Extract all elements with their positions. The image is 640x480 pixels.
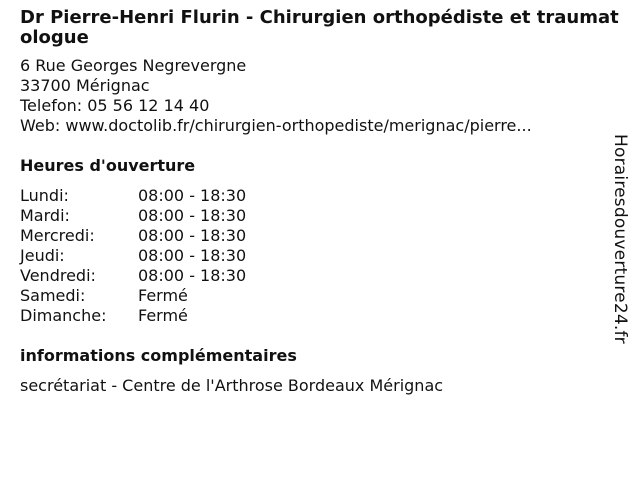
city-address: 33700 Mérignac	[20, 76, 150, 95]
time-value: 08:00 - 18:30	[138, 246, 247, 265]
address-block	[20, 56, 610, 136]
time-value: 08:00 - 18:30	[138, 226, 247, 245]
time-value: 08:00 - 18:30	[138, 186, 247, 205]
day-label: Vendredi:	[20, 266, 96, 285]
hours-heading: Heures d'ouverture	[20, 156, 196, 175]
time-value: 08:00 - 18:30	[138, 206, 247, 225]
hours-table	[20, 186, 610, 326]
site-watermark: Horairesdouverture24.fr	[610, 134, 630, 344]
time-value: Fermé	[138, 286, 188, 305]
day-label: Mardi:	[20, 206, 70, 225]
hours-row-vendredi	[20, 266, 610, 286]
hours-row-mercredi	[20, 226, 610, 246]
phone-line: Telefon: 05 56 12 14 40	[20, 96, 210, 115]
info-heading: informations complémentaires	[20, 346, 297, 365]
page-title: Dr Pierre-Henri Flurin - Chirurgien orthopédiste et traumatologue	[20, 7, 619, 48]
hours-row-jeudi	[20, 246, 610, 266]
time-value: 08:00 - 18:30	[138, 266, 247, 285]
info-text: secrétariat - Centre de l'Arthrose Bordeaux Mérignac	[20, 376, 444, 395]
business-card	[20, 7, 619, 396]
day-label: Dimanche:	[20, 306, 107, 325]
hours-row-samedi	[20, 286, 610, 306]
street-address: 6 Rue Georges Negrevergne	[20, 56, 247, 75]
hours-row-lundi	[20, 186, 610, 206]
day-label: Samedi:	[20, 286, 86, 305]
hours-row-dimanche	[20, 306, 610, 326]
day-label: Jeudi:	[20, 246, 65, 265]
day-label: Lundi:	[20, 186, 69, 205]
web-line: Web: www.doctolib.fr/chirurgien-orthopediste/merignac/pierre...	[20, 116, 532, 135]
hours-row-mardi	[20, 206, 610, 226]
time-value: Fermé	[138, 306, 188, 325]
day-label: Mercredi:	[20, 226, 95, 245]
